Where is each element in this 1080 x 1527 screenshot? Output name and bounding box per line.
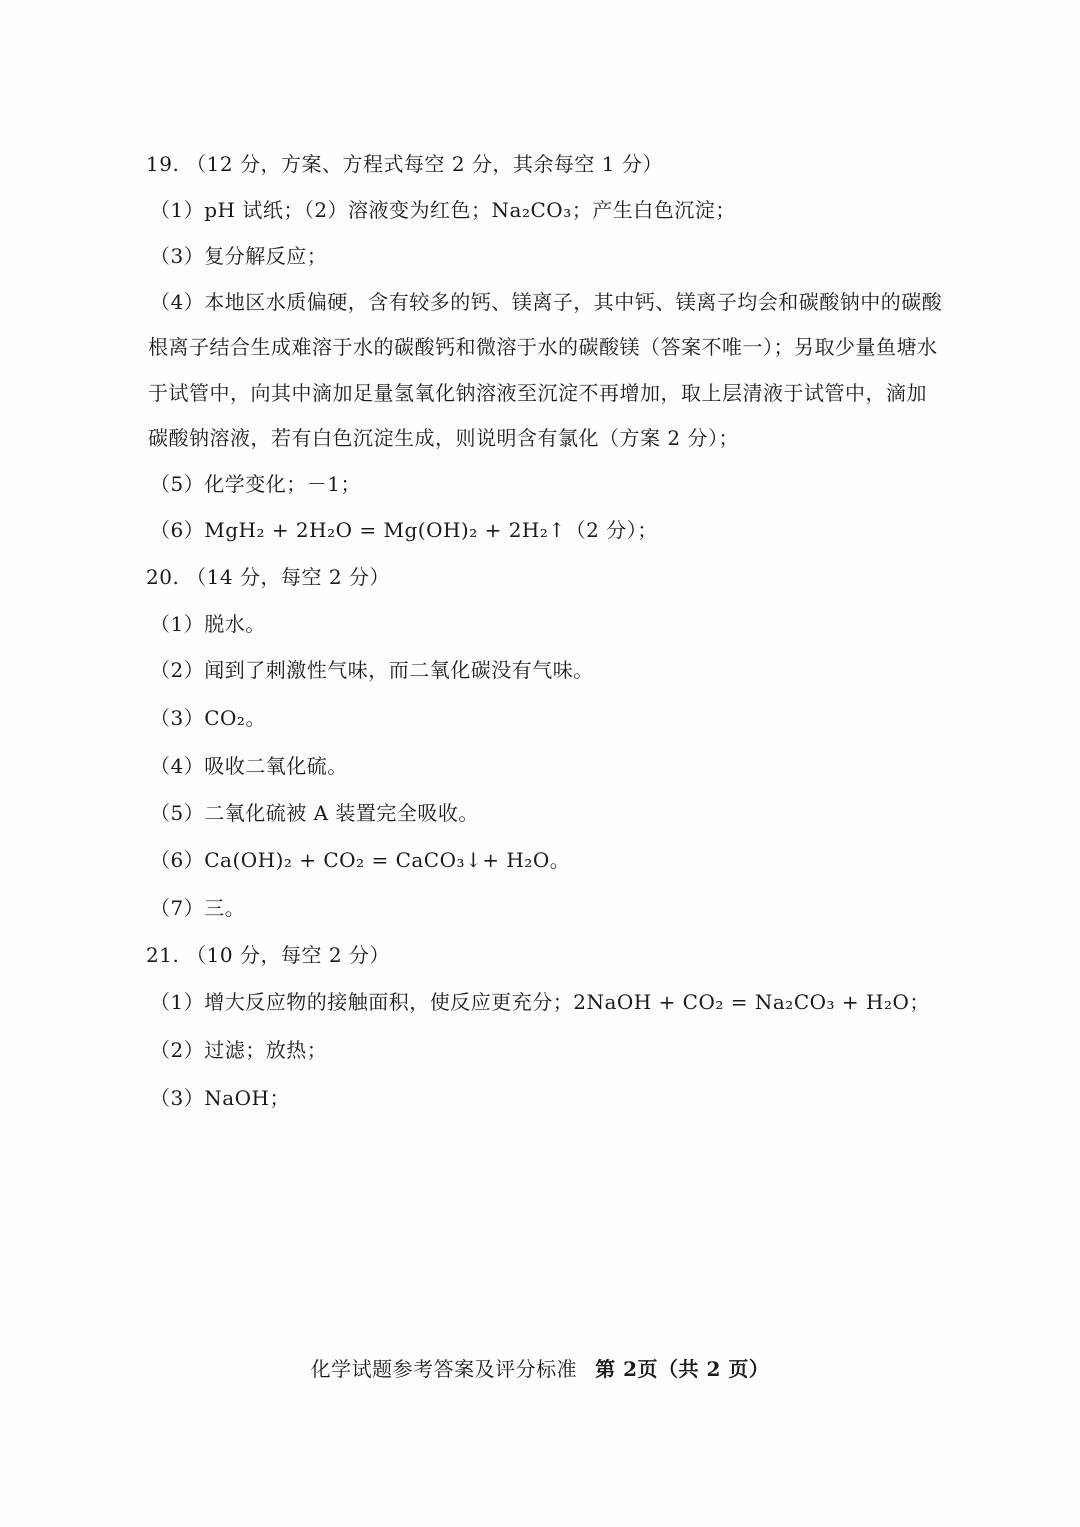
answer-19-4-line2: 根离子结合生成难溶于水的碳酸钙和微溶于水的碳酸镁（答案不唯一）；另取少量鱼塘水 bbox=[148, 335, 938, 359]
answer-19-3: （3）复分解反应； bbox=[150, 244, 328, 268]
answer-21-3: （3）NaOH； bbox=[150, 1086, 290, 1110]
answer-19-5: （5）化学变化；－1； bbox=[150, 472, 361, 496]
footer-title: 化学试题参考答案及评分标准 bbox=[310, 1357, 578, 1381]
answer-20-1: （1）脱水。 bbox=[150, 612, 266, 636]
answer-20-2: （2）闻到了刺激性气味，而二氧化碳没有气味。 bbox=[150, 658, 594, 682]
answer-19-1-2: （1）pH 试纸；（2）溶液变为红色；Na₂CO₃；产生白色沉淀； bbox=[150, 198, 736, 222]
answer-20-6: （6）Ca(OH)₂ + CO₂ = CaCO₃↓+ H₂O。 bbox=[150, 848, 571, 872]
answer-20-7: （7）三。 bbox=[150, 896, 246, 920]
answer-19-4-line4: 碳酸钠溶液，若有白色沉淀生成，则说明含有氯化（方案 2 分）； bbox=[148, 426, 739, 450]
answer-19-6: （6）MgH₂ + 2H₂O = Mg(OH)₂ + 2H₂↑（2 分）； bbox=[150, 518, 658, 542]
answer-20-5: （5）二氧化硫被 A 装置完全吸收。 bbox=[150, 801, 479, 825]
footer-page-number: 第 2页（共 2 页） bbox=[595, 1357, 770, 1381]
question-21-header: 21. （10 分，每空 2 分） bbox=[146, 943, 390, 967]
answer-19-4-line1: （4）本地区水质偏硬，含有较多的钙、镁离子，其中钙、镁离子均会和碳酸钠中的碳酸 bbox=[150, 290, 943, 314]
answer-20-3: （3）CO₂。 bbox=[150, 706, 266, 730]
question-20-header: 20. （14 分，每空 2 分） bbox=[146, 565, 390, 589]
answer-20-4: （4）吸收二氧化硫。 bbox=[150, 754, 348, 778]
answer-21-2: （2）过滤；放热； bbox=[150, 1038, 328, 1062]
question-19-header: 19. （12 分，方案、方程式每空 2 分，其余每空 1 分） bbox=[146, 152, 663, 176]
answer-21-1: （1）增大反应物的接触面积，使反应更充分；2NaOH + CO₂ = Na₂CO₃ + H₂O； bbox=[150, 990, 930, 1014]
answer-19-4-line3: 于试管中，向其中滴加足量氢氧化钠溶液至沉淀不再增加，取上层清液于试管中，滴加 bbox=[148, 381, 927, 405]
page-footer bbox=[0, 1355, 1080, 1383]
